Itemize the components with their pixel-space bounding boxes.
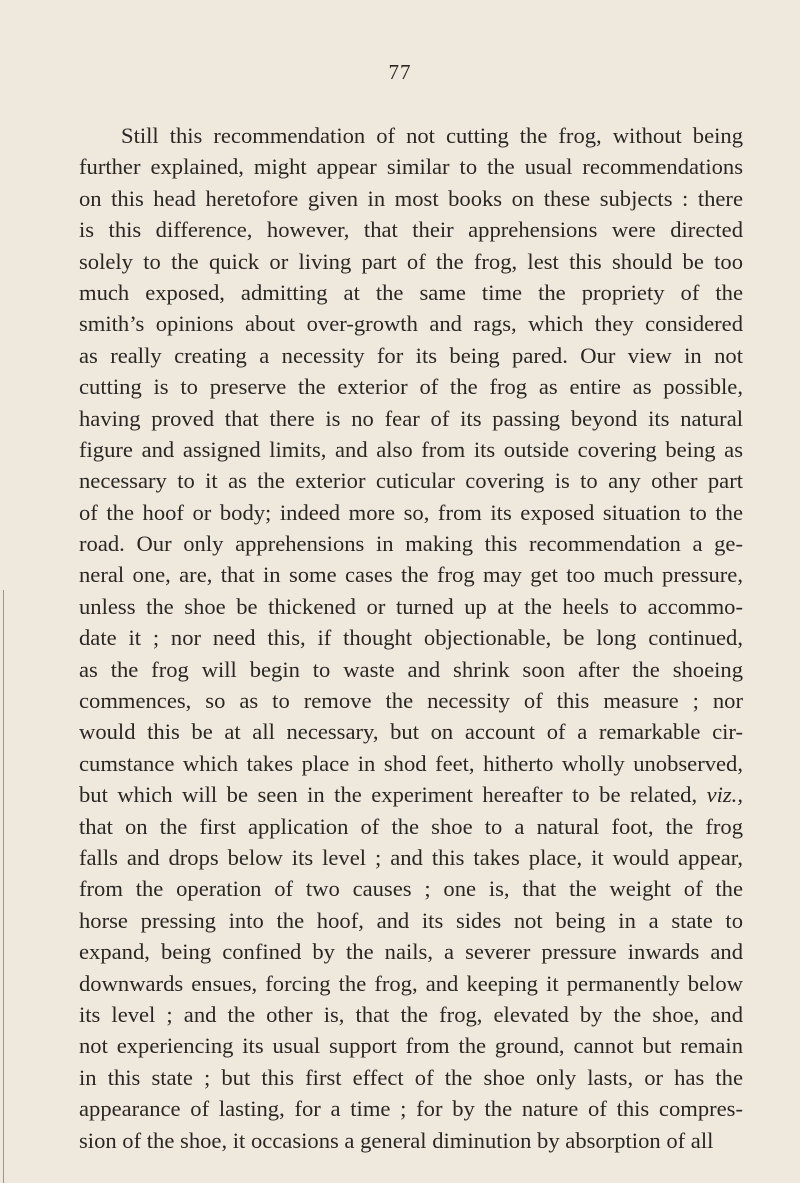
text-line: is this difference, however, that their apprehensions were directed	[79, 217, 743, 243]
text-line: as the frog will begin to waste and shrink soon after the shoeing	[79, 656, 743, 682]
text-line: cumstance which takes place in shod feet, hitherto wholly unobserved,	[79, 750, 743, 776]
text-line: commences, so as to remove the necessity of this measure ; nor	[79, 688, 743, 714]
text-line-part: but which will be seen in the experiment hereafter to be related,	[79, 782, 698, 808]
text-line: road. Our only apprehensions in making this recommendation a ge-	[79, 531, 743, 557]
text-line: in this state ; but this first effect of the shoe only lasts, or has the	[79, 1064, 743, 1090]
text-line: of the hoof or body; indeed more so, from its exposed situation to the	[79, 499, 743, 525]
text-line: as really creating a necessity for its being pared. Our view in not	[79, 342, 743, 368]
text-line: expand, being confined by the nails, a severer pressure inwards and	[79, 939, 743, 965]
text-line: date it ; nor need this, if thought objectionable, be long continued,	[79, 625, 743, 651]
text-line: appearance of lasting, for a time ; for by the nature of this compres-	[79, 1096, 743, 1122]
text-line	[79, 779, 743, 810]
text-line: neral one, are, that in some cases the frog may get too much pressure,	[79, 562, 743, 588]
text-line: sion of the shoe, it occasions a general diminution by absorption of all	[79, 1127, 714, 1153]
text-line: much exposed, admitting at the same time the propriety of the	[79, 279, 743, 305]
text-line: from the operation of two causes ; one is, that the weight of the	[79, 876, 743, 902]
italic-abbreviation: viz.,	[706, 782, 743, 808]
body-text	[79, 120, 743, 1156]
text-line: Still this recommendation of not cutting the frog, without being	[121, 123, 743, 148]
text-line: further explained, might appear similar to the usual recommendations	[79, 154, 743, 180]
page-number: 77	[388, 60, 412, 84]
text-line: falls and drops below its level ; and this takes place, it would appear,	[79, 844, 743, 870]
text-line: on this head heretofore given in most books on these subjects : there	[79, 185, 743, 211]
text-line: not experiencing its usual support from the ground, cannot but remain	[79, 1033, 743, 1059]
binding-edge-line	[3, 590, 4, 1183]
text-line: figure and assigned limits, and also from its outside covering being as	[79, 436, 743, 462]
text-line: that on the first application of the shoe to a natural foot, the frog	[79, 813, 743, 839]
text-line: smith’s opinions about over-growth and rags, which they considered	[79, 311, 743, 337]
text-line: cutting is to preserve the exterior of the frog as entire as possible,	[79, 374, 743, 400]
text-line: its level ; and the other is, that the frog, elevated by the shoe, and	[79, 1001, 743, 1027]
text-line: horse pressing into the hoof, and its sides not being in a state to	[79, 907, 743, 933]
text-line: necessary to it as the exterior cuticular covering is to any other part	[79, 468, 743, 494]
text-line: solely to the quick or living part of the frog, lest this should be too	[79, 248, 743, 274]
text-line: downwards ensues, forcing the frog, and keeping it permanently below	[79, 970, 743, 996]
text-line: unless the shoe be thickened or turned up at the heels to accommo-	[79, 593, 743, 619]
text-line: having proved that there is no fear of its passing beyond its natural	[79, 405, 743, 431]
text-line: would this be at all necessary, but on account of a remarkable cir-	[79, 719, 743, 745]
